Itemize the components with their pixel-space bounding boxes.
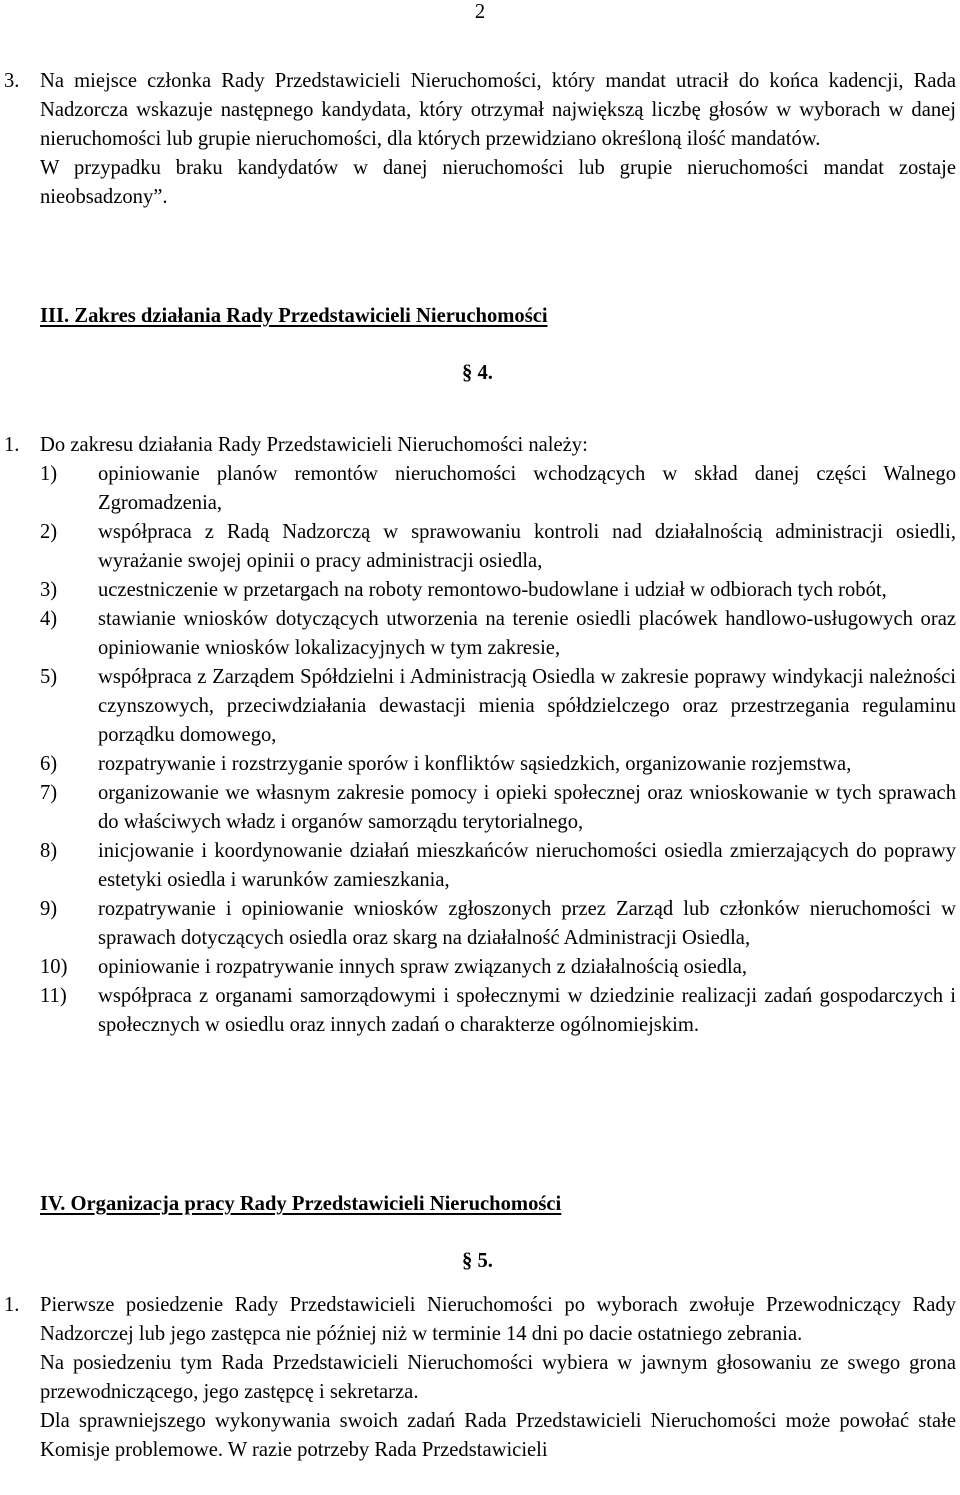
list-item: [40, 750, 956, 779]
paragraph-text: Pierwsze posiedzenie Rady Przedstawicieli Nieruchomości po wyborach zwołuje Przewodniczący Rady Nadzorczej lub jego zastępca nie później niż w terminie 14 dni po dacie ostatniego zebrania.: [40, 1294, 956, 1345]
paragraph-3: [4, 67, 956, 212]
paragraph-sign: § 5.: [462, 1250, 493, 1272]
page-number: 2: [474, 1, 486, 23]
list-item-number: 8): [40, 840, 58, 862]
scope-list: [4, 431, 956, 1040]
list-item-number: 5): [40, 666, 58, 688]
list-item: [40, 576, 956, 605]
list-item-text: rozpatrywanie i opiniowanie wniosków zgłoszonych przez Zarząd lub członków nieruchomości w sprawach dotyczących osiedla oraz skarg na działalność Administracji Osiedla,: [98, 898, 956, 949]
list-item-number: 4): [40, 608, 58, 630]
list-item-text: opiniowanie i rozpatrywanie innych spraw związanych z działalnością osiedla,: [98, 956, 748, 978]
list-item-number: 6): [40, 753, 58, 775]
list-item-text: opiniowanie planów remontów nieruchomości wchodzących w skład danej części Walnego Zgromadzenia,: [98, 463, 956, 514]
list-item-number: 10): [40, 956, 68, 978]
list-item: [40, 460, 956, 518]
list-item-number: 11): [40, 985, 67, 1007]
paragraph-text: W przypadku braku kandydatów w danej nieruchomości lub grupie nieruchomości mandat zostaje nieobsadzony”.: [40, 157, 956, 208]
list-item-number: 7): [40, 782, 58, 804]
list-item: [40, 982, 956, 1040]
list-item-text: stawianie wniosków dotyczących utworzenia na terenie osiedli placówek handlowo-usługowych oraz opiniowanie wniosków lokalizacyjnych w tym zakresie,: [98, 608, 956, 659]
paragraph-sign: § 4.: [462, 362, 493, 384]
numbered-list: [40, 460, 956, 1040]
list-item: [40, 953, 956, 982]
list-item: [40, 895, 956, 953]
list-item-text: współpraca z Radą Nadzorczą w sprawowaniu kontroli nad działalnością administracji osiedli, wyrażanie swojej opinii o pracy administracji osiedla,: [98, 521, 956, 572]
paragraph-text: Na posiedzeniu tym Rada Przedstawicieli Nieruchomości wybiera w jawnym głosowaniu ze swego grona przewodniczącego, jego zastępcę i sekretarza.: [40, 1352, 956, 1403]
paragraph-number: 1.: [4, 1294, 20, 1316]
paragraph-number: 1.: [4, 434, 20, 456]
list-item-number: 2): [40, 521, 58, 543]
section-heading: IV. Organizacja pracy Rady Przedstawicieli Nieruchomości: [40, 1193, 562, 1215]
paragraph-text: Na miejsce członka Rady Przedstawicieli Nieruchomości, który mandat utracił do końca kadencji, Rada Nadzorcza wskazuje następnego kandydata, który otrzymał największą liczbę głosów w wyborach w danej nieruchomości lub grupie nieruchomości, dla których przewidziano określoną ilość mandatów.: [40, 70, 956, 150]
list-item: [40, 605, 956, 663]
list-item-text: współpraca z Zarządem Spółdzielni i Administracją Osiedla w zakresie poprawy windykacji należności czynszowych, przeciwdziałania dewastacji mienia spółdzielczego oraz przestrzegania regulaminu porządku domowego,: [98, 666, 956, 746]
list-item-number: 1): [40, 463, 58, 485]
list-item-text: uczestniczenie w przetargach na roboty remontowo-budowlane i udział w odbiorach tych robót,: [98, 579, 887, 601]
list-item-text: organizowanie we własnym zakresie pomocy i opieki społecznej oraz wnioskowanie w tych sprawach do właściwych władz i organów samorządu terytorialnego,: [98, 782, 956, 833]
list-item-text: rozpatrywanie i rozstrzyganie sporów i konfliktów sąsiedzkich, organizowanie rozjemstwa,: [98, 753, 852, 775]
section-heading: III. Zakres działania Rady Przedstawicieli Nieruchomości: [40, 305, 548, 327]
list-lead: Do zakresu działania Rady Przedstawicieli Nieruchomości należy:: [40, 434, 588, 456]
list-item-number: 9): [40, 898, 58, 920]
list-item: [40, 663, 956, 750]
paragraph-text: Dla sprawniejszego wykonywania swoich zadań Rada Przedstawicieli Nieruchomości może powołać stałe Komisje problemowe. W razie potrzeby Rada Przedstawicieli: [40, 1410, 956, 1461]
list-item-text: współpraca z organami samorządowymi i społecznymi w dziedzinie realizacji zadań gospodarczych i społecznych w osiedlu oraz innych zadań o charakterze ogólnomiejskim.: [98, 985, 956, 1036]
list-item: [40, 837, 956, 895]
list-item: [40, 779, 956, 837]
list-item-text: inicjowanie i koordynowanie działań mieszkańców nieruchomości osiedla zmierzających do poprawy estetyki osiedla i warunków zamieszkania,: [98, 840, 956, 891]
paragraph-1: [4, 1291, 956, 1465]
paragraph-number: 3.: [4, 70, 20, 92]
list-item: [40, 518, 956, 576]
list-item-number: 3): [40, 579, 58, 601]
